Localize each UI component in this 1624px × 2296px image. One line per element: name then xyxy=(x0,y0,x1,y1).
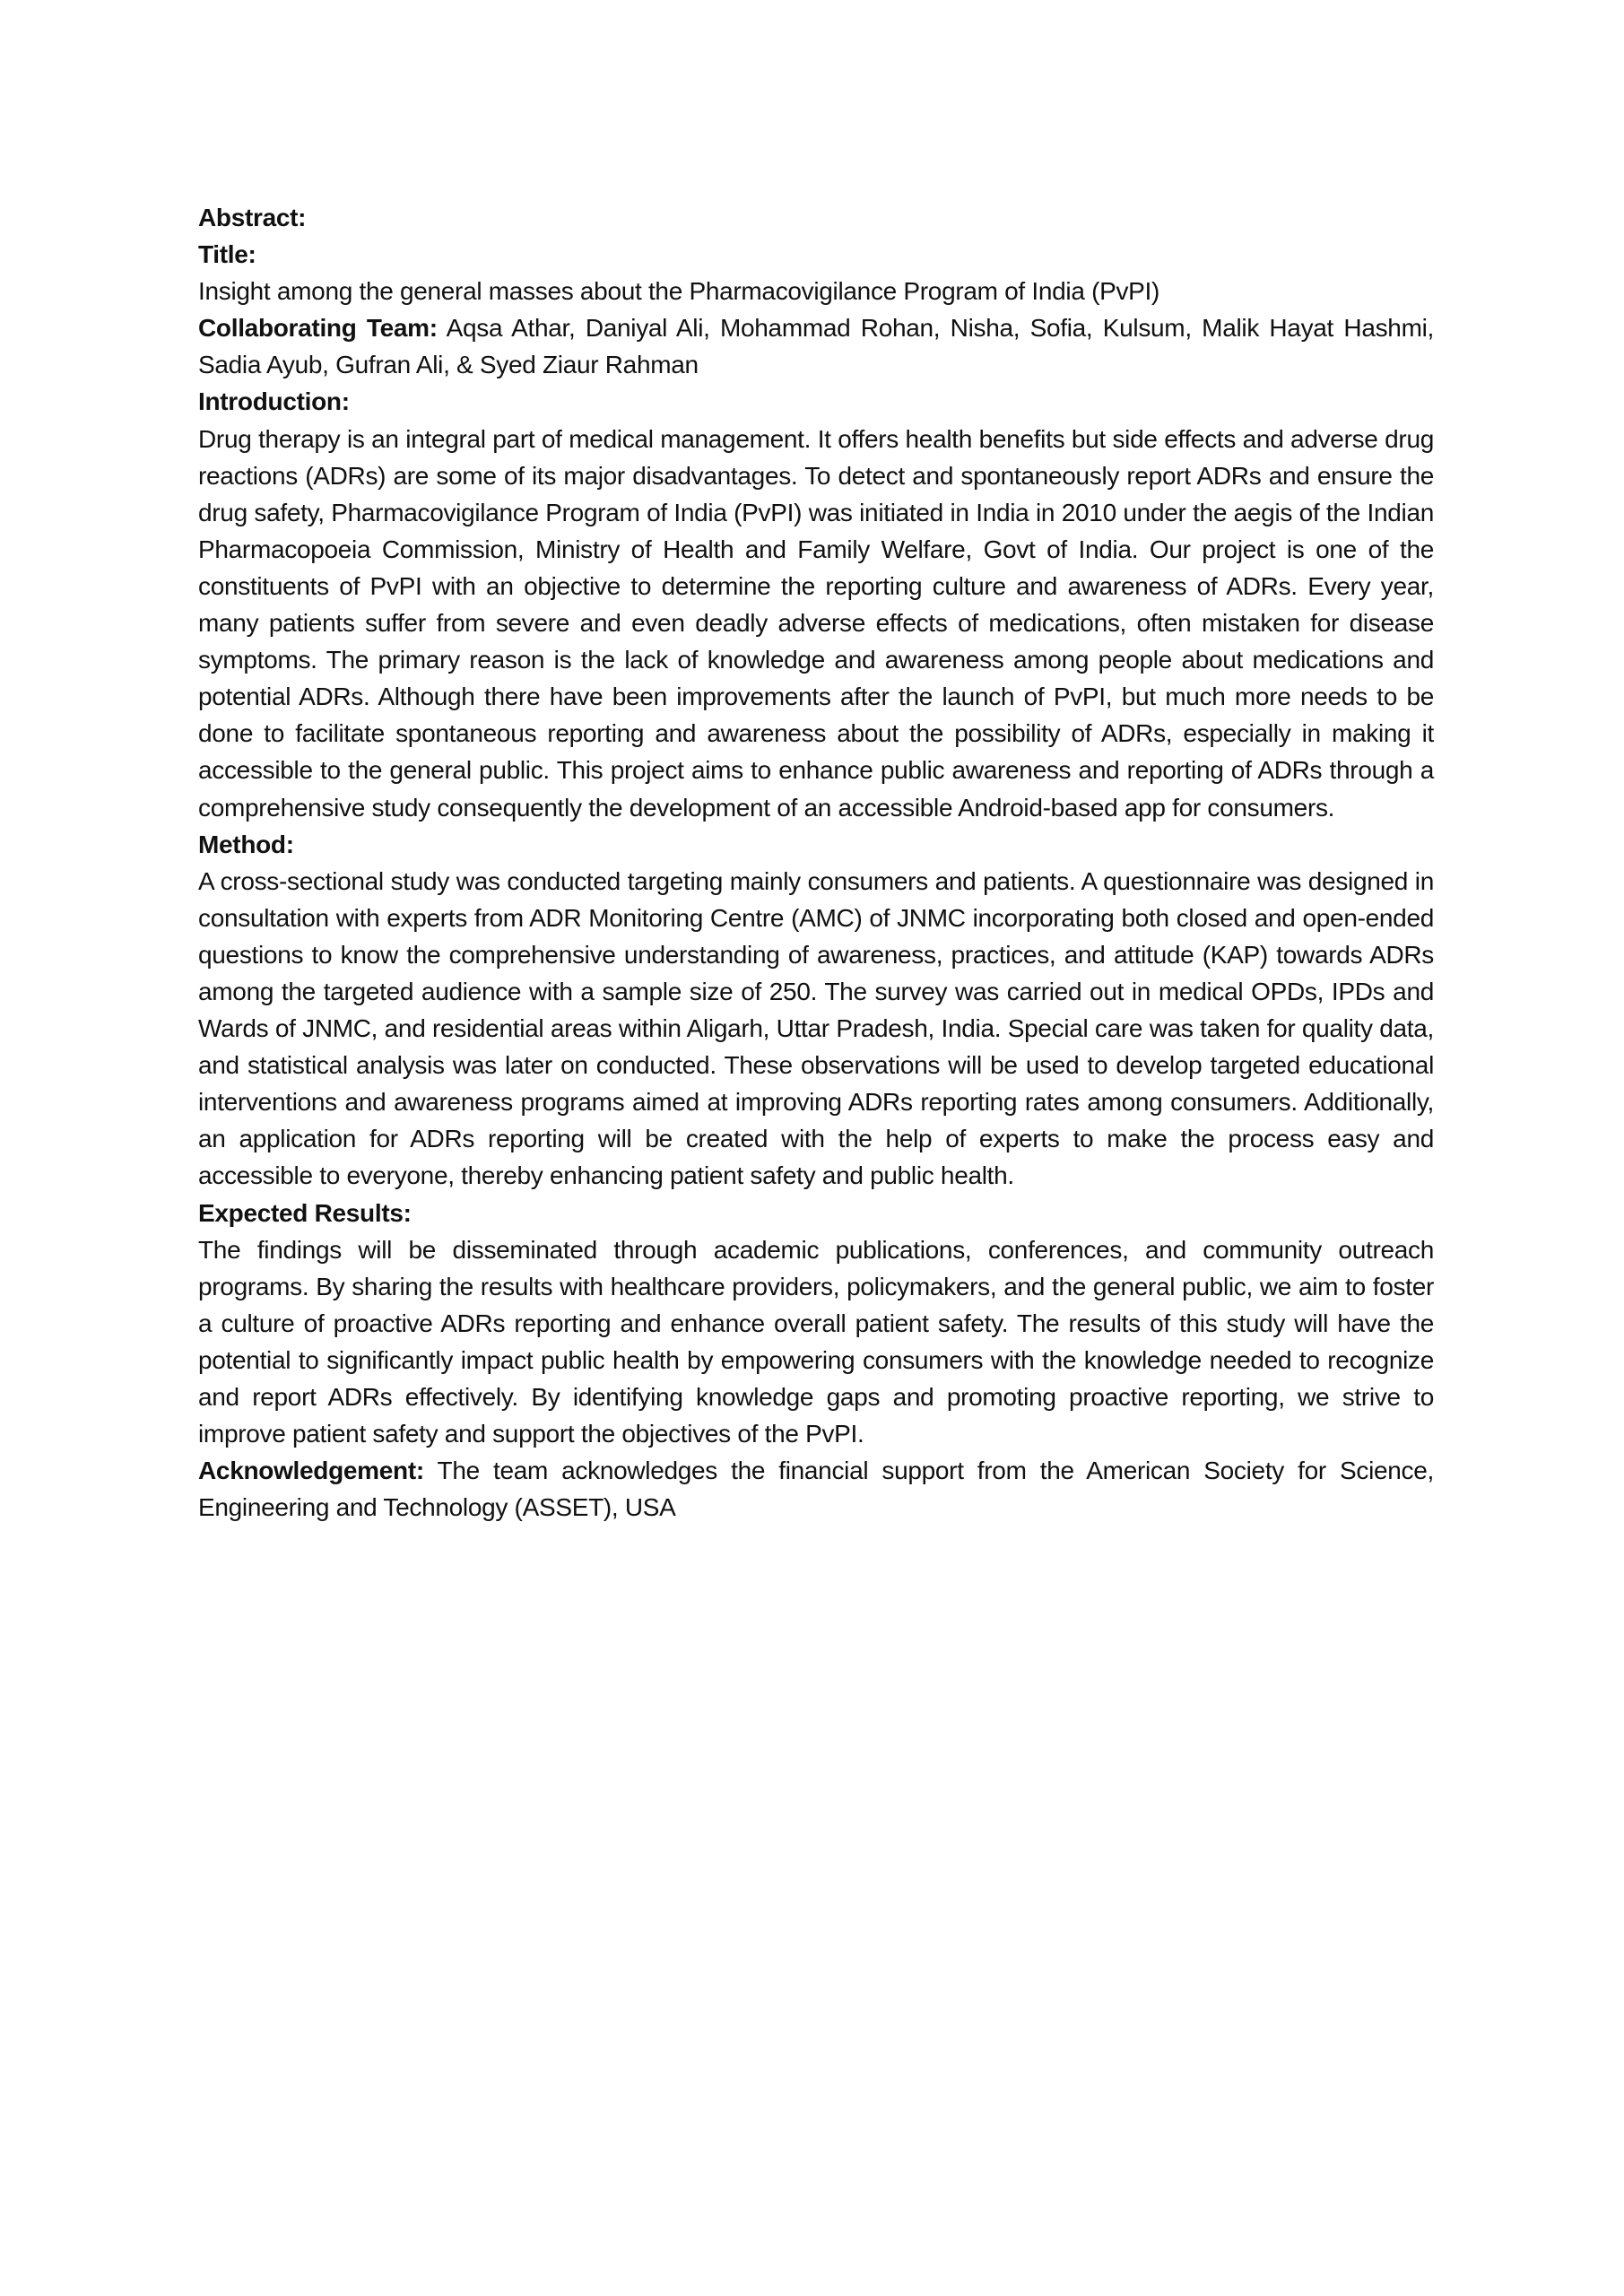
team-members: Aqsa Athar, Daniyal Ali, Mohammad Rohan, Nisha, Sofia, Kulsum, Malik Hayat Hashmi, Sadia Ayub, Gufran Ali, & Syed Ziaur Rahman xyxy=(198,314,1434,379)
abstract-title: Insight among the general masses about the Pharmacovigilance Program of India (PvPI) xyxy=(198,277,1160,306)
acknowledgement-text: The team acknowledges the financial support from the American Society for Science, Engineering and Technology (ASSET), USA xyxy=(198,1457,1434,1522)
expected-results-text: The findings will be disseminated through academic publications, conferences, and community outreach programs. By sharing the results with healthcare providers, policymakers, and the general public, we aim to foster a culture of proactive ADRs reporting and enhance overall patient safety. The results of this study will have the potential to significantly impact public health by empowering consumers with the knowledge needed to recognize and report ADRs effectively. By identifying knowledge gaps and promoting proactive reporting, we strive to improve patient safety and support the objectives of the PvPI. xyxy=(198,1235,1434,1448)
method-text: A cross-sectional study was conducted targeting mainly consumers and patients. A questionnaire was designed in consultation with experts from ADR Monitoring Centre (AMC) of JNMC incorporating both closed and open-ended questions to know the comprehensive understanding of awareness, practices, and attitude (KAP) towards ADRs among the targeted audience with a sample size of 250. The survey was carried out in medical OPDs, IPDs and Wards of JNMC, and residential areas within Aligarh, Uttar Pradesh, India. Special care was taken for quality data, and statistical analysis was later on conducted. These observations will be used to develop targeted educational interventions and awareness programs aimed at improving ADRs reporting rates among consumers. Additionally, an application for ADRs reporting will be created with the help of experts to make the process easy and accessible to everyone, thereby enhancing patient safety and public health. xyxy=(198,866,1434,1190)
expected-results-label: Expected Results: xyxy=(198,1198,412,1227)
abstract-document xyxy=(198,199,1434,1526)
acknowledgement-label: Acknowledgement: xyxy=(198,1457,424,1485)
title-label: Title: xyxy=(198,240,256,269)
method-label: Method: xyxy=(198,830,294,858)
collaborating-team xyxy=(198,309,1434,383)
introduction-label: Introduction: xyxy=(198,387,350,416)
team-label: Collaborating Team: xyxy=(198,314,438,343)
acknowledgement xyxy=(198,1452,1434,1526)
introduction-text: Drug therapy is an integral part of medical management. It offers health benefits but side effects and adverse drug reactions (ADRs) are some of its major disadvantages. To detect and spontaneously report ADRs and ensure the drug safety, Pharmacovigilance Program of India (PvPI) was initiated in India in 2010 under the aegis of the Indian Pharmacopoeia Commission, Ministry of Health and Family Welfare, Govt of India. Our project is one of the constituents of PvPI with an objective to determine the reporting culture and awareness of ADRs. Every year, many patients suffer from severe and even deadly adverse effects of medications, often mistaken for disease symptoms. The primary reason is the lack of knowledge and awareness among people about medications and potential ADRs. Although there have been improvements after the launch of PvPI, but much more needs to be done to facilitate spontaneous reporting and awareness about the possibility of ADRs, especially in making it accessible to the general public. This project aims to enhance public awareness and reporting of ADRs through a comprehensive study consequently the development of an accessible Android-based app for consumers. xyxy=(198,424,1434,822)
abstract-heading: Abstract: xyxy=(198,204,307,231)
